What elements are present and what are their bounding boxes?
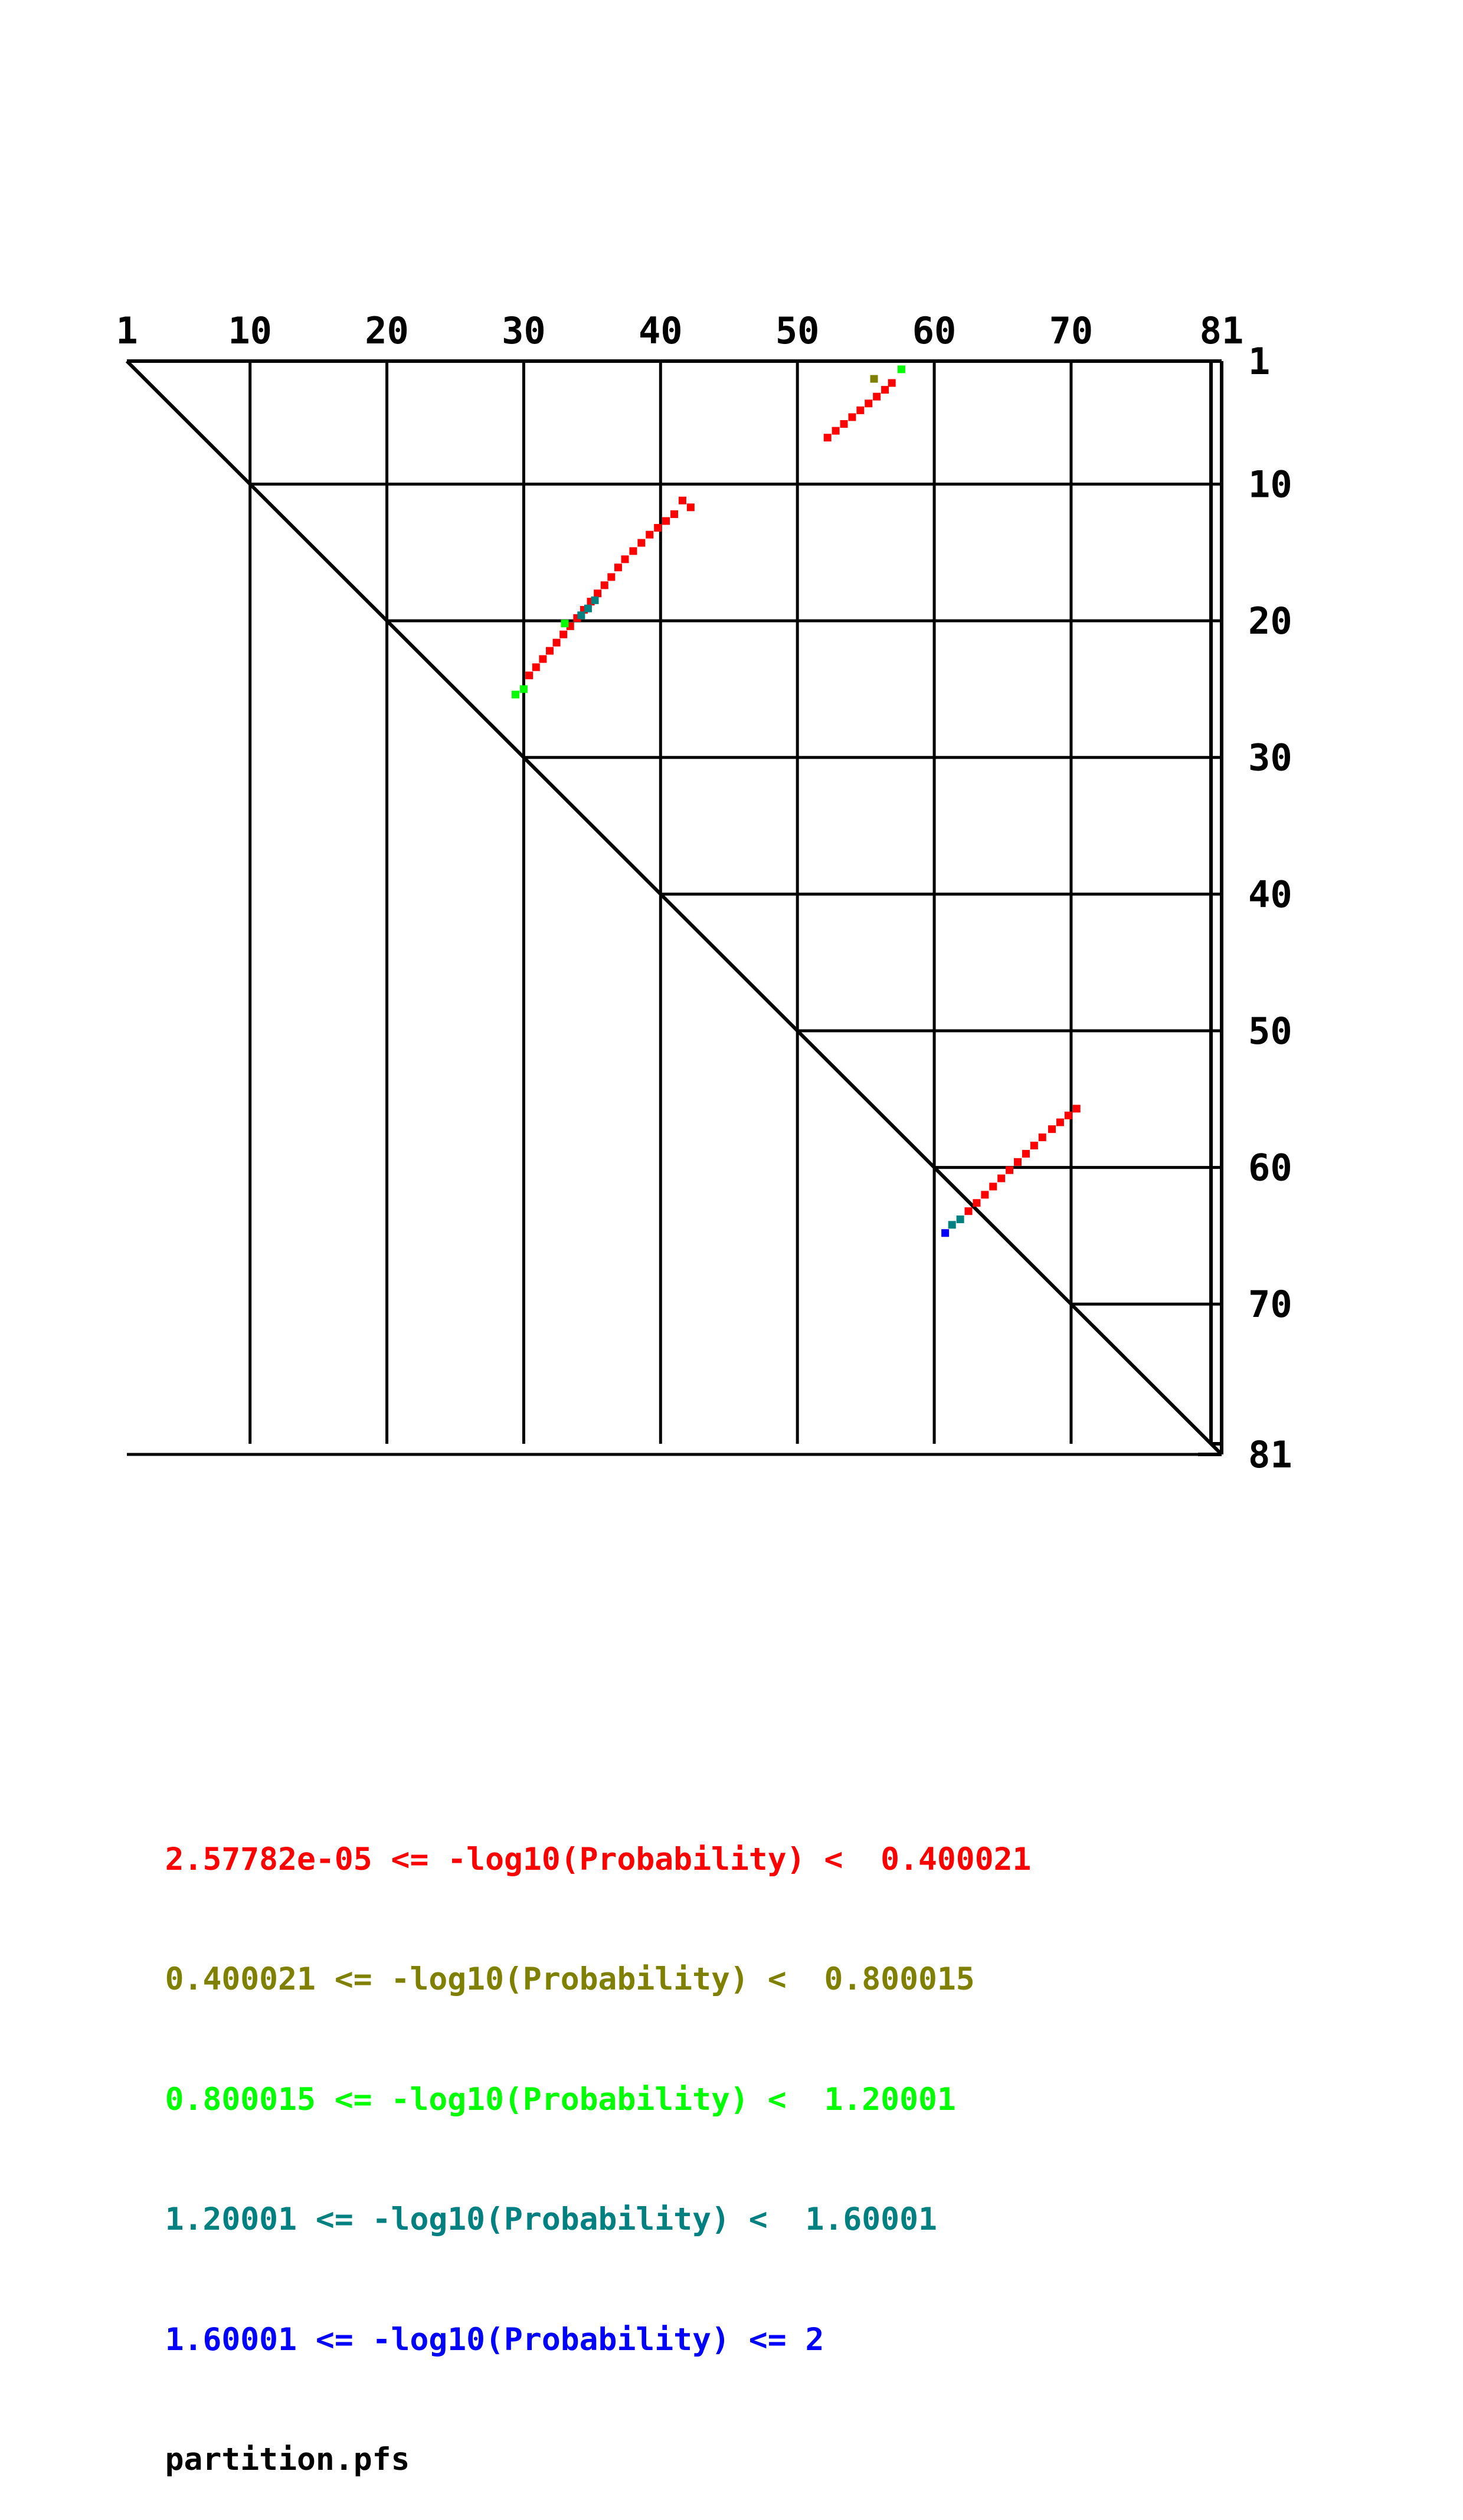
data-point: [973, 1199, 980, 1207]
data-point: [670, 510, 678, 518]
data-point: [532, 663, 540, 671]
data-point: [873, 393, 881, 401]
data-point: [870, 375, 878, 383]
legend-item-1: [90, 1919, 1270, 2039]
data-point: [1014, 1158, 1022, 1166]
series-0: [525, 379, 1081, 1215]
right-tick-20: 20: [1248, 599, 1292, 643]
data-point: [989, 1183, 997, 1191]
data-point: [881, 386, 889, 394]
data-point: [832, 427, 840, 435]
data-point: [679, 497, 686, 504]
data-point: [601, 581, 608, 589]
legend: [90, 1800, 1270, 2520]
data-point: [1056, 1119, 1064, 1126]
data-point: [1022, 1150, 1030, 1158]
data-point: [1030, 1142, 1038, 1149]
source-filename: [90, 2400, 1270, 2519]
legend-item-4: [90, 2280, 1270, 2400]
top-tick-81: 81: [1199, 309, 1244, 352]
data-point: [957, 1215, 964, 1223]
top-tick-30: 30: [502, 309, 546, 352]
top-tick-70: 70: [1049, 309, 1094, 352]
series-4: [941, 1229, 949, 1237]
data-point: [614, 563, 622, 571]
legend-item-3-text: 1.20001 <= -log10(Probability) < 1.60001: [165, 2201, 937, 2238]
data-point: [594, 589, 601, 597]
data-point: [662, 517, 670, 525]
top-tick-10: 10: [228, 309, 273, 352]
series-3: [577, 597, 964, 1229]
data-point: [621, 555, 629, 563]
data-point: [1039, 1133, 1046, 1141]
data-point: [559, 631, 567, 638]
data-point: [848, 413, 856, 421]
legend-item-1-text: 0.400021 <= -log10(Probability) < 0.800015: [165, 1961, 975, 1998]
series-2: [512, 365, 905, 698]
data-point: [981, 1191, 989, 1198]
data-point: [1048, 1125, 1056, 1133]
right-tick-60: 60: [1248, 1146, 1292, 1189]
data-point: [629, 547, 637, 555]
data-point: [1006, 1166, 1013, 1174]
legend-item-0-text: 2.57782e-05 <= -log10(Probability) < 0.400021: [165, 1841, 1032, 1877]
data-point: [512, 691, 519, 699]
right-tick-30: 30: [1248, 736, 1292, 779]
data-point: [646, 531, 653, 539]
top-tick-1: 1: [116, 309, 138, 352]
data-point: [840, 420, 848, 428]
data-point: [948, 1221, 956, 1228]
right-tick-40: 40: [1248, 873, 1292, 916]
legend-item-4-text: 1.60001 <= -log10(Probability) <= 2: [165, 2321, 824, 2358]
right-axis-tick-labels: [1248, 340, 1292, 1476]
data-point: [1065, 1112, 1072, 1119]
data-point: [888, 379, 896, 387]
diagonal-boundary: [127, 361, 1222, 1454]
right-tick-1: 1: [1248, 340, 1271, 383]
data-point: [997, 1175, 1005, 1182]
data-point: [687, 503, 695, 511]
series-1: [870, 375, 878, 383]
right-tick-10: 10: [1248, 463, 1292, 506]
top-tick-50: 50: [775, 309, 820, 352]
data-point: [941, 1229, 949, 1237]
data-point: [546, 647, 554, 655]
right-tick-50: 50: [1248, 1009, 1292, 1053]
legend-item-0: [90, 1800, 1270, 1919]
top-axis-tick-labels: [116, 309, 1243, 352]
legend-item-2-text: 0.800015 <= -log10(Probability) < 1.20001: [165, 2081, 956, 2118]
data-point: [865, 399, 872, 407]
legend-item-3: [90, 2159, 1270, 2279]
right-tick-81: 81: [1248, 1433, 1292, 1476]
data-point: [591, 597, 599, 604]
top-tick-40: 40: [638, 309, 683, 352]
legend-item-2: [90, 2040, 1270, 2159]
data-point: [553, 639, 561, 647]
data-point: [965, 1207, 973, 1215]
data-point: [1073, 1105, 1081, 1112]
top-tick-60: 60: [912, 309, 957, 352]
data-point: [898, 365, 905, 373]
plot-gridlines: [250, 361, 1222, 1444]
data-point: [637, 539, 645, 547]
data-point: [539, 655, 546, 663]
data-point: [520, 685, 528, 693]
data-point: [607, 573, 615, 581]
data-point: [577, 611, 585, 619]
right-tick-70: 70: [1248, 1283, 1292, 1326]
data-point: [824, 434, 832, 441]
data-point: [654, 524, 662, 532]
data-point: [525, 671, 533, 679]
data-point: [584, 605, 592, 612]
data-point: [856, 407, 864, 414]
top-tick-20: 20: [365, 309, 409, 352]
source-filename-text: partition.pfs: [165, 2442, 410, 2478]
data-point: [561, 620, 569, 627]
